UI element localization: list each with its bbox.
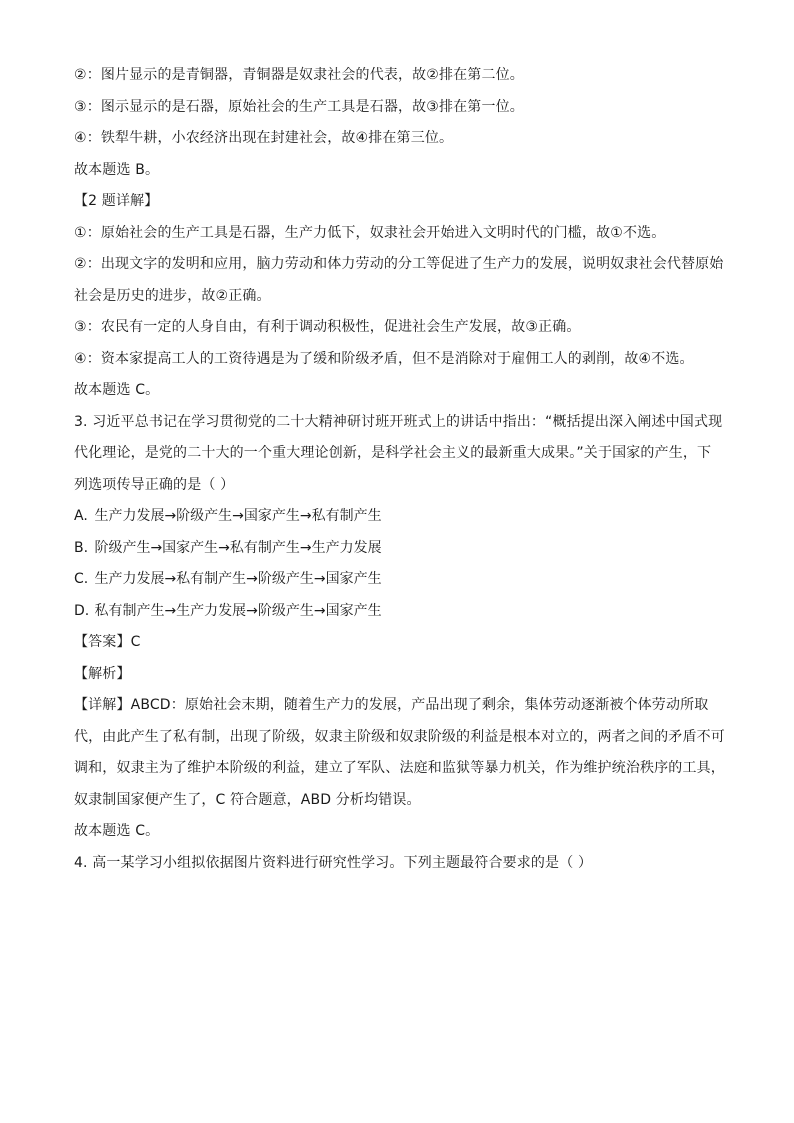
answer-conclusion-q2: 故本题选 C。: [74, 382, 160, 398]
option-a-letter: A.: [74, 508, 88, 524]
q2-item-2: [74, 253, 726, 307]
question-3-line-2: 代化理论，是党的二十大的一个重大理论创新，是科学社会主义的最新重大成果。”关于国家的产生，下: [74, 445, 712, 461]
detail-paragraph: [74, 694, 726, 811]
option-d-text: 私有制产生→生产力发展→阶级产生→国家产生: [94, 602, 382, 619]
option-c-text: 生产力发展→私有制产生→阶级产生→国家产生: [94, 571, 382, 587]
answer-label: 【答案】C: [74, 634, 141, 650]
explanation-line-2: ②：图片显示的是青铜器，青铜器是奴隶社会的代表，故②排在第二位。: [74, 67, 524, 83]
question-3-stem: [74, 411, 726, 496]
option-a-text: 生产力发展→阶级产生→国家产生→私有制产生: [94, 508, 382, 524]
option-a: [74, 505, 726, 527]
question-3-line-1: 3. 习近平总书记在学习贯彻党的二十大精神研讨班开班式上的讲话中指出：“概括提出深入阐述中国式现: [74, 413, 723, 430]
option-d: [74, 600, 726, 622]
option-b-letter: B.: [74, 539, 89, 556]
answer-conclusion-q3: 故本题选 C。: [74, 823, 160, 839]
question-3-line-3: 列选项传导正确的是（ ）: [74, 476, 235, 493]
option-c-letter: C.: [74, 571, 89, 587]
option-c: [74, 568, 726, 590]
q2-item-2-line-1: ②：出现文字的发明和应用，脑力劳动和体力劳动的分工等促进了生产力的发展，说明奴隶社会代替原始: [74, 256, 724, 272]
detail-line-4: 奴隶制国家便产生了，C 符合题意，ABD 分析均错误。: [74, 791, 421, 808]
q2-item-2-line-2: 社会是历史的进步，故②正确。: [74, 287, 271, 304]
analysis-label: 【解析】: [74, 665, 131, 682]
detail-line-1: 【详解】ABCD：原始社会末期，随着生产力的发展，产品出现了剩余，集体劳动逐渐被个体劳动所取: [74, 697, 709, 713]
answer-conclusion-q1: 故本题选 B。: [74, 161, 160, 178]
option-d-letter: D.: [74, 602, 90, 619]
detail-line-3: 调和，奴隶主为了维护本阶级的利益，建立了军队、法庭和监狱等暴力机关，作为维护统治秩序的工具，: [74, 760, 725, 776]
q2-item-3: ③：农民有一定的人身自由，有利于调动积极性，促进社会生产发展，故③正确。: [74, 319, 581, 335]
detail-heading-q2: 【2 题详解】: [74, 193, 159, 209]
q2-item-4: ④：资本家提高工人的工资待遇是为了缓和阶级矛盾，但不是消除对于雇佣工人的剥削，故④不选。: [74, 350, 694, 367]
option-b-text: 阶级产生→国家产生→私有制产生→生产力发展: [94, 539, 382, 556]
explanation-line-4: ④：铁犁牛耕，小农经济出现在封建社会，故④排在第三位。: [74, 130, 454, 146]
document-body: [74, 64, 726, 883]
option-b: [74, 537, 726, 559]
question-4-stem: 4. 高一某学习小组拟依据图片资料进行研究性学习。下列主题最符合要求的是（ ）: [74, 854, 593, 871]
detail-line-2: 代，由此产生了私有制，出现了阶级，奴隶主阶级和奴隶阶级的利益是根本对立的，两者之间的矛盾不可: [74, 728, 725, 745]
explanation-line-3: ③：图示显示的是石器，原始社会的生产工具是石器，故③排在第一位。: [74, 98, 524, 115]
q2-item-1: ①：原始社会的生产工具是石器，生产力低下，奴隶社会开始进入文明时代的门槛，故①不选。: [74, 224, 666, 241]
